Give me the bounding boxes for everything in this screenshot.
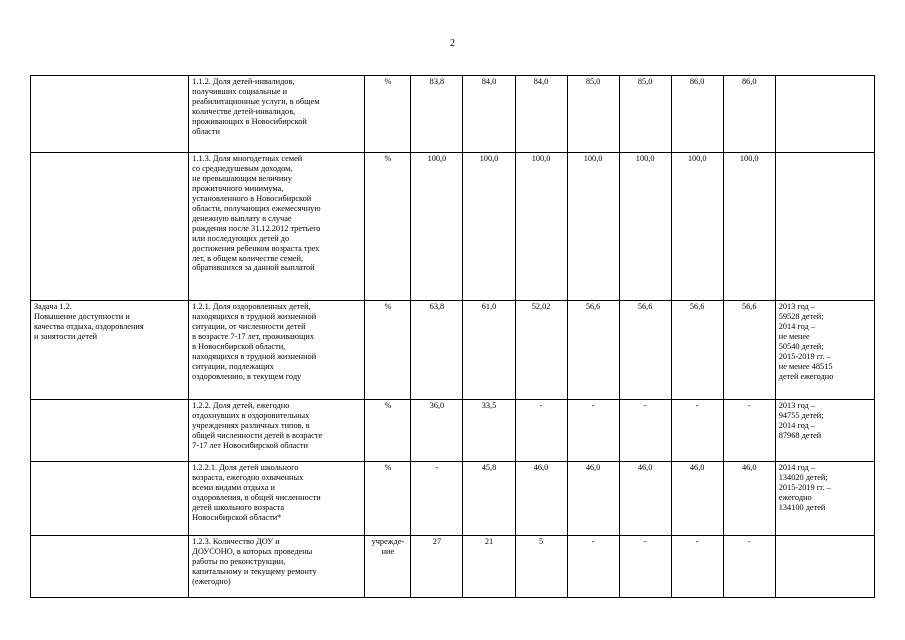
value-cell: 61,0 [463, 301, 515, 400]
unit-cell: учрежде- ние [365, 536, 411, 598]
value-cell: 27 [411, 536, 463, 598]
indicator-cell: 1.2.2. Доля детей, ежегодно отдохнувших в оздоровительных учреждениях различных типов, в общей численности детей в возрасте 7-17 лет Новосибирской области [189, 400, 365, 462]
value-cell: 46,0 [619, 462, 671, 536]
table-row [31, 400, 875, 462]
value-cell: 56,6 [619, 301, 671, 400]
value-cell: 46,0 [723, 462, 775, 536]
value-cell: 45,8 [463, 462, 515, 536]
value-cell: - [671, 536, 723, 598]
unit-cell: % [365, 301, 411, 400]
value-cell: 21 [463, 536, 515, 598]
task-cell [31, 536, 189, 598]
unit-cell: % [365, 76, 411, 153]
value-cell: - [723, 536, 775, 598]
value-cell: - [567, 536, 619, 598]
note-cell [775, 76, 874, 153]
value-cell: - [671, 400, 723, 462]
value-cell: 100,0 [619, 153, 671, 301]
note-cell [775, 536, 874, 598]
unit-cell: % [365, 400, 411, 462]
value-cell: - [515, 400, 567, 462]
unit-cell: % [365, 462, 411, 536]
value-cell: 46,0 [567, 462, 619, 536]
table-row [31, 153, 875, 301]
task-cell [31, 462, 189, 536]
note-cell: 2014 год – 134020 детей; 2015-2019 гг. – ежегодно 134100 детей [775, 462, 874, 536]
value-cell: 56,6 [671, 301, 723, 400]
indicator-cell: 1.1.3. Доля многодетных семей со среднедушевым доходом, не превышающим величину прожиточного минимума, установленного в Новосибирской области, получающих ежемесячную денежную выплату в случае рождения после 31.12.2012 третьего или последующих детей до достижения ребенком возраста трех лет, в общем количестве семей, обратившихся за данной выплатой [189, 153, 365, 301]
value-cell: 84,0 [515, 76, 567, 153]
table-row [31, 462, 875, 536]
value-cell: 33,5 [463, 400, 515, 462]
table-row [31, 536, 875, 598]
task-cell: Задача 1.2. Повышение доступности и качества отдыха, оздоровления и занятости детей [31, 301, 189, 400]
note-cell: 2013 год – 59528 детей; 2014 год – не менее 50540 детей; 2015-2019 гг. – не менее 48515 детей ежегодно [775, 301, 874, 400]
value-cell: 56,6 [567, 301, 619, 400]
value-cell: - [411, 462, 463, 536]
value-cell: 100,0 [411, 153, 463, 301]
value-cell: 36,0 [411, 400, 463, 462]
value-cell: - [567, 400, 619, 462]
indicator-cell: 1.2.2.1. Доля детей школьного возраста, ежегодно охваченных всеми видами отдыха и оздоровления, в общей численности детей школьного возраста Новосибирской области* [189, 462, 365, 536]
value-cell: 100,0 [567, 153, 619, 301]
indicator-cell: 1.1.2. Доля детей-инвалидов, получивших социальные и реабилитационные услуги, в общем количестве детей-инвалидов, проживающих в Новосибирской области [189, 76, 365, 153]
value-cell: 100,0 [515, 153, 567, 301]
value-cell: - [723, 400, 775, 462]
value-cell: 46,0 [671, 462, 723, 536]
value-cell: 5 [515, 536, 567, 598]
task-cell [31, 76, 189, 153]
value-cell: 56,6 [723, 301, 775, 400]
value-cell: 86,0 [671, 76, 723, 153]
page-number: 2 [450, 38, 455, 49]
value-cell: 63,8 [411, 301, 463, 400]
value-cell: 85,0 [567, 76, 619, 153]
value-cell: - [619, 400, 671, 462]
table-row [31, 76, 875, 153]
value-cell: 52,02 [515, 301, 567, 400]
value-cell: 100,0 [723, 153, 775, 301]
task-cell [31, 153, 189, 301]
value-cell: 46,0 [515, 462, 567, 536]
value-cell: 85,0 [619, 76, 671, 153]
table-row [31, 301, 875, 400]
value-cell: 100,0 [671, 153, 723, 301]
task-cell [31, 400, 189, 462]
value-cell: 100,0 [463, 153, 515, 301]
note-cell: 2013 год – 94755 детей; 2014 год – 87968 детей [775, 400, 874, 462]
value-cell: - [619, 536, 671, 598]
indicators-table [30, 75, 875, 598]
value-cell: 86,0 [723, 76, 775, 153]
value-cell: 84,0 [463, 76, 515, 153]
indicator-cell: 1.2.1. Доля оздоровленных детей, находящихся в трудной жизненной ситуации, от численности детей в возрасте 7-17 лет, проживающих в Новосибирской области, находящихся в трудной жизненной ситуации, подлежащих оздоровлению, в текущем году [189, 301, 365, 400]
unit-cell: % [365, 153, 411, 301]
value-cell: 83,8 [411, 76, 463, 153]
indicator-cell: 1.2.3. Количество ДОУ и ДОУСОНО, в которых проведены работы по реконструкции, капитальному и текущему ремонту (ежегодно) [189, 536, 365, 598]
note-cell [775, 153, 874, 301]
